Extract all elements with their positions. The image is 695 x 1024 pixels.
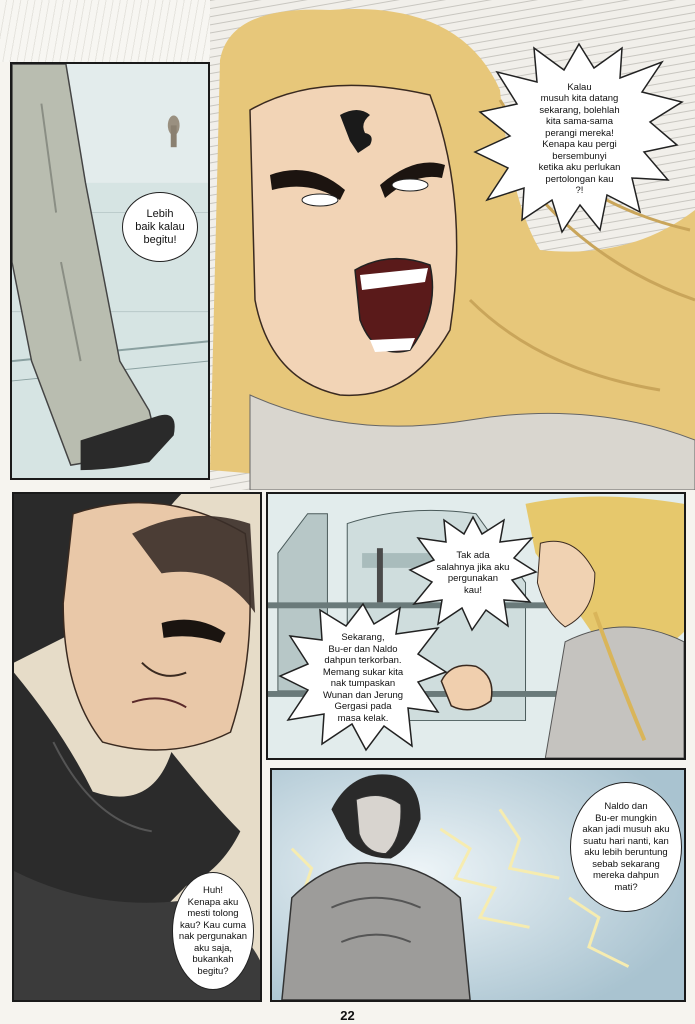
panel-walking-leg [10,62,210,480]
panel-city-fist [266,492,686,760]
panel-dark-haired-closeup [12,492,262,1002]
speech-bubble-lebih: Lebih baik kalau begitu! [122,192,198,262]
speech-text-sekarang: Sekarang, Bu-er dan Naldo dahpun terkorban. Memang sukar kita nak tumpaskan Wunan dan Jerung Gergasi pada masa kelak. [322,632,404,724]
burst-bubble-kalau [472,40,687,235]
panel-1-art [12,64,208,478]
speech-bubble-naldo: Naldo dan Bu-er mungkin akan jadi musuh aku suatu hari nanti, kan aku lebih beruntung sebab sekarang mereka dahpun mati? [570,782,682,912]
panel-shouting-blonde [210,0,695,490]
speech-bubble-huh: Huh! Kenapa aku mesti tolong kau? Kau cuma nak pergunakan aku saja, bukankah begitu? [172,872,254,990]
speech-text-kalau: Kalau musuh kita datang sekarang, bolehlah kita sama-sama perangi mereka! Kenapa kau pergi bersembunyi ketika aku perlukan pertolongan kau ?! [538,81,621,196]
speech-text-takada: Tak ada salahnya jika aku pergunakan kau! [436,550,510,596]
panel-lightning [270,768,686,1002]
burst-bubble-sekarang [278,602,448,752]
page-number: 22 [340,1008,355,1023]
